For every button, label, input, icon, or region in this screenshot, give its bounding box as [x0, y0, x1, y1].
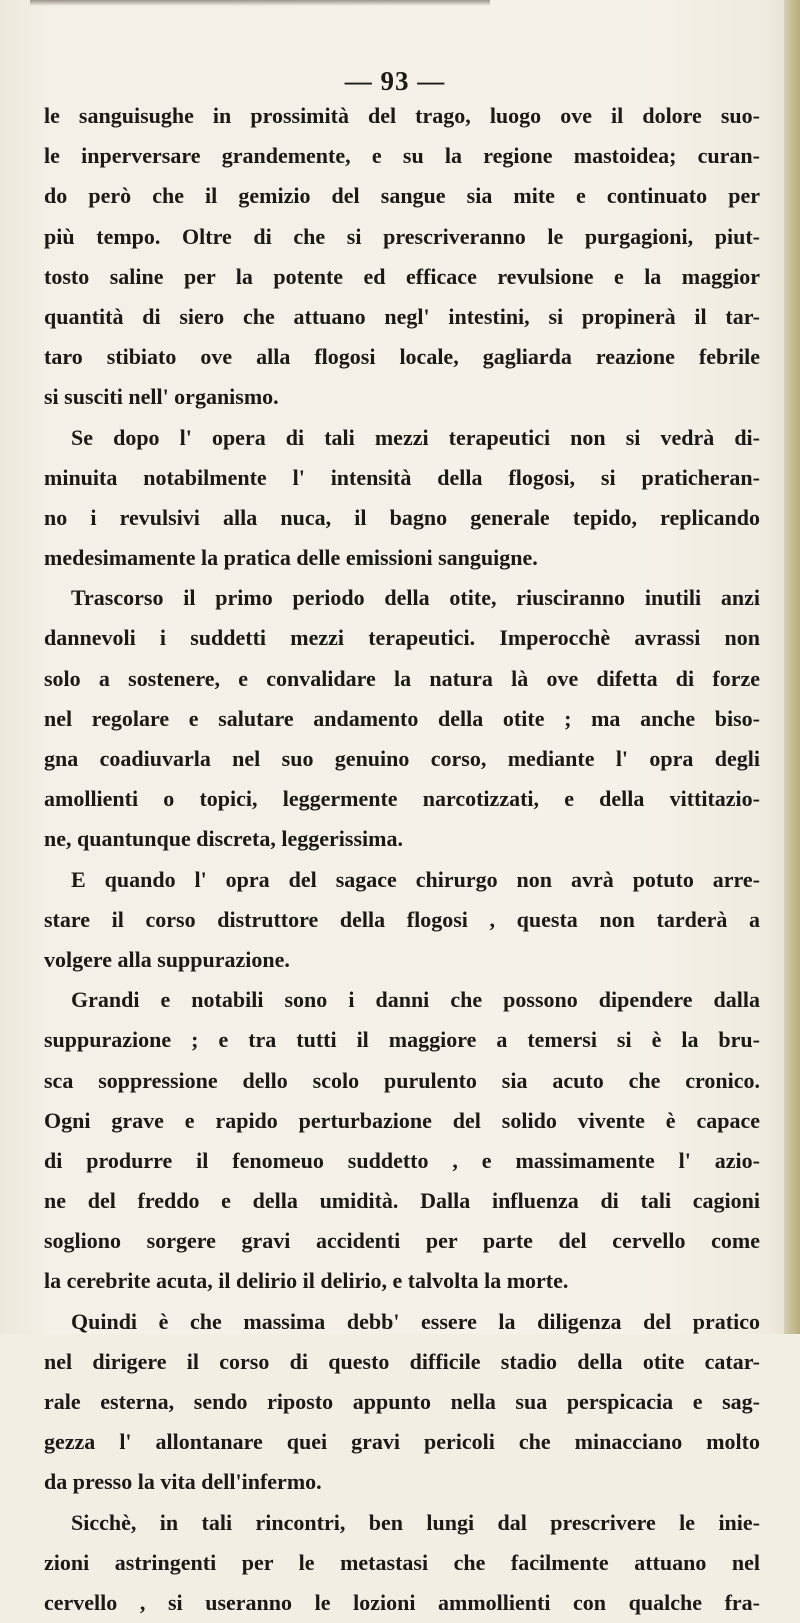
text-line: di produrre il fenomeuo suddetto , e massimamente l' azio-: [44, 1147, 760, 1173]
text-line: gezza l' allontanare quei gravi pericoli che minacciano molto: [44, 1429, 760, 1455]
text-line: si susciti nell' organismo.: [44, 384, 279, 410]
text-line: suppurazione ; e tra tutti il maggiore a temersi si è la bru-: [44, 1027, 760, 1053]
text-line: nel regolare e salutare andamento della otite ; ma anche biso-: [44, 705, 760, 731]
text-line: la cerebrite acuta, il delirio il delirio, e talvolta la morte.: [44, 1268, 569, 1294]
text-line: solo a sostenere, e convalidare la natura là ove difetta di forze: [44, 665, 760, 691]
text-line: più tempo. Oltre di che si prescriveranno le purgagioni, piut-: [44, 223, 760, 249]
text-line: rale esterna, sendo riposto appunto nella sua perspicacia e sag-: [44, 1389, 760, 1414]
text-line: minuita notabilmente l' intensità della flogosi, si praticheran-: [44, 464, 760, 490]
text-line: amollienti o topici, leggermente narcotizzati, e della vittitazio-: [44, 786, 760, 812]
text-line: cervello , si useranno le lozioni ammollienti con qualche fra-: [44, 1589, 760, 1615]
text-line: le inperversare grandemente, e su la regione mastoidea; curan-: [44, 143, 760, 169]
text-line: zioni astringenti per le metastasi che facilmente attuano nel: [44, 1549, 760, 1575]
text-line: ne, quantunque discreta, leggerissima.: [44, 826, 403, 852]
text-line: Se dopo l' opera di tali mezzi terapeutici non si vedrà di-: [71, 424, 760, 450]
body-text: [44, 96, 760, 1623]
text-line: stare il corso distruttore della flogosi , questa non tarderà a: [44, 906, 760, 932]
text-line: sogliono sorgere gravi accidenti per parte del cervello come: [44, 1228, 760, 1254]
page-top-shadow: [30, 0, 490, 6]
text-line: gna coadiuvarla nel suo genuino corso, mediante l' opra degli: [44, 746, 760, 771]
text-line: taro stibiato ove alla flogosi locale, gagliarda reazione febrile: [44, 344, 760, 370]
text-line: da presso la vita dell'infermo.: [44, 1469, 322, 1495]
text-line: E quando l' opra del sagace chirurgo non avrà potuto arre-: [71, 866, 760, 892]
text-line: do però che il gemizio del sangue sia mite e continuato per: [44, 183, 760, 209]
text-line: quantità di siero che attuano negl' intestini, si propinerà il tar-: [44, 303, 760, 329]
text-line: sca soppressione dello scolo purulento sia acuto che cronico.: [44, 1067, 760, 1093]
text-line: tosto saline per la potente ed efficace revulsione e la maggior: [44, 263, 760, 289]
book-spine-edge: [784, 0, 800, 1334]
text-line: no i revulsivi alla nuca, il bagno generale tepido, replicando: [44, 504, 760, 530]
text-line: dannevoli i suddetti mezzi terapeutici. Imperocchè avrassi non: [44, 625, 760, 651]
text-line: medesimamente la pratica delle emissioni sanguigne.: [44, 545, 538, 571]
text-line: nel dirigere il corso di questo difficile stadio della otite catar-: [44, 1348, 760, 1374]
text-line: volgere alla suppurazione.: [44, 946, 290, 972]
text-line: ne del freddo e della umidità. Dalla influenza di tali cagioni: [44, 1188, 760, 1214]
text-line: le sanguisughe in prossimità del trago, luogo ove il dolore suo-: [44, 103, 760, 128]
text-line: Grandi e notabili sono i danni che possono dipendere dalla: [71, 987, 760, 1013]
page-number: — 93 —: [344, 66, 446, 96]
text-line: Quindi è che massima debb' essere la diligenza del pratico: [71, 1308, 760, 1334]
text-line: Trascorso il primo periodo della otite, riusciranno inutili anzi: [71, 585, 760, 611]
text-line: Ogni grave e rapido perturbazione del solido vivente è capace: [44, 1107, 760, 1133]
text-line: Sicchè, in tali rincontri, ben lungi dal prescrivere le inie-: [71, 1509, 760, 1535]
